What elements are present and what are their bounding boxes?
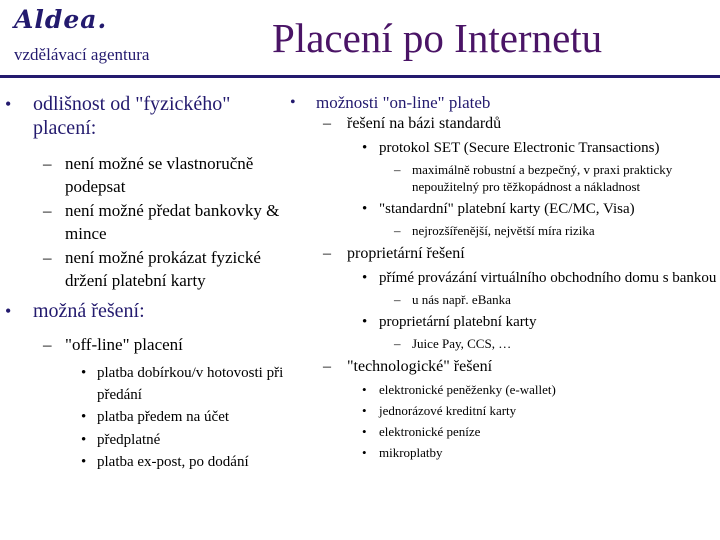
dash-marker: –	[43, 154, 52, 173]
dash-marker: –	[394, 292, 401, 307]
bullet-marker: •	[81, 454, 87, 470]
dash-marker: –	[394, 223, 401, 238]
note-item	[290, 335, 718, 352]
list-item-text: řešení na bázi standardů	[347, 115, 502, 132]
note-text: u nás např. eBanka	[412, 292, 511, 307]
list-item-text: "standardní" platební karty (EC/MC, Visa)	[379, 201, 635, 217]
bullet-solutions	[5, 299, 285, 323]
bullet-text: odlišnost od "fyzického" placení:	[33, 93, 231, 139]
list-item	[290, 444, 718, 461]
bullet-marker: •	[362, 140, 368, 156]
list-item	[290, 199, 718, 219]
bullet-online	[290, 92, 718, 113]
bullet-marker: •	[362, 314, 368, 330]
header-divider	[0, 75, 720, 78]
dash-marker: –	[323, 245, 331, 262]
dash-marker: –	[394, 336, 401, 351]
list-item-text: není možné prokázat fyzické držení platební karty	[65, 248, 261, 290]
list-item	[290, 312, 718, 332]
note-item	[290, 291, 718, 308]
bullet-marker: •	[362, 201, 368, 217]
bullet-marker: •	[362, 445, 367, 460]
dash-marker: –	[394, 162, 401, 177]
bullet-marker: •	[81, 365, 87, 381]
list-item-text: není možné se vlastnoručně podepsat	[65, 154, 254, 196]
proprietary-solution	[290, 243, 718, 264]
list-item-text: protokol SET (Secure Electronic Transactions)	[379, 140, 660, 156]
list-item	[290, 268, 718, 288]
bullet-marker: •	[81, 409, 87, 425]
dash-marker: –	[43, 201, 52, 220]
list-item-text: mikroplatby	[379, 445, 443, 460]
bullet-marker: •	[362, 403, 367, 418]
technological-solution	[290, 356, 718, 377]
bullet-marker: •	[5, 94, 12, 114]
dash-marker: –	[323, 115, 331, 132]
list-item-text: jednorázové kreditní karty	[379, 403, 517, 418]
slide-title: Placení po Internetu	[272, 15, 603, 61]
dash-marker: –	[43, 335, 52, 354]
note-text: nejrozšířenější, největší míra rizika	[412, 223, 595, 238]
dash-marker: –	[43, 248, 52, 267]
right-column	[290, 92, 718, 461]
list-item	[5, 246, 285, 292]
list-item-text: platba ex-post, po dodání	[97, 454, 249, 470]
list-item	[5, 430, 285, 452]
list-item-text: "off-line" placení	[65, 335, 183, 354]
list-item	[5, 152, 285, 198]
list-item	[290, 423, 718, 440]
note-text: Juice Pay, CCS, …	[412, 336, 512, 351]
list-item-text: proprietární platební karty	[379, 314, 537, 330]
list-item-text: není možné předat bankovky & mince	[65, 201, 280, 243]
list-item-text: přímé provázání virtuálního obchodního domu s bankou	[379, 270, 717, 286]
bullet-marker: •	[81, 431, 87, 448]
list-item-text: předplatné	[97, 431, 161, 448]
standards-solution	[290, 113, 718, 134]
note-item	[290, 222, 718, 239]
list-item	[5, 363, 285, 406]
bullet-difference	[5, 92, 285, 140]
list-item	[5, 199, 285, 245]
list-item	[5, 452, 285, 474]
list-item	[5, 407, 285, 429]
list-item-text: platba předem na účet	[97, 409, 230, 425]
bullet-marker: •	[362, 382, 367, 397]
list-item-text: platba dobírkou/v hotovosti při předání	[97, 365, 284, 403]
bullet-marker: •	[290, 94, 296, 111]
offline-payment	[5, 333, 285, 356]
dash-marker: –	[323, 358, 331, 375]
agency-subtitle: vzdělávací agentura	[14, 45, 150, 64]
list-item-text: "technologické" řešení	[347, 358, 493, 375]
list-item	[290, 402, 718, 419]
note-text: maximálně robustní a bezpečný, v praxi prakticky nepoužitelný pro těžkopádnost a nákladnost	[412, 162, 673, 194]
note-item	[290, 161, 718, 195]
bullet-marker: •	[362, 424, 367, 439]
bullet-marker: •	[5, 301, 12, 321]
bullet-marker: •	[362, 270, 368, 286]
aldea-logo: Aldea.	[14, 5, 108, 34]
left-column	[5, 92, 285, 475]
list-item-text: proprietární řešení	[347, 245, 465, 262]
list-item-text: elektronické peněženky (e-wallet)	[379, 382, 556, 397]
bullet-text: možnosti "on-line" plateb	[316, 93, 491, 112]
bullet-text: možná řešení:	[33, 300, 145, 322]
list-item	[290, 381, 718, 398]
list-item-text: elektronické peníze	[379, 424, 481, 439]
list-item	[290, 138, 718, 158]
